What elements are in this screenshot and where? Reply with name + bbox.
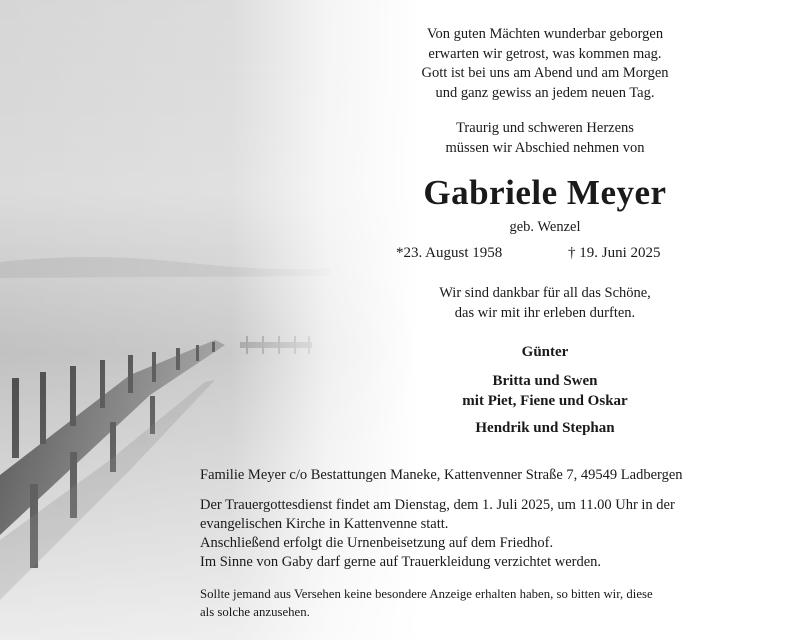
poem-line: Von guten Mächten wunderbar geborgen bbox=[426, 26, 664, 42]
mourner-spouse: Günter bbox=[521, 344, 569, 360]
disclaimer-line: als solche anzusehen. bbox=[200, 605, 310, 619]
service-line: Im Sinne von Gaby darf gerne auf Trauerkleidung verzichtet werden. bbox=[200, 554, 602, 570]
contact-address: Familie Meyer c/o Bestattungen Maneke, Kattenvenner Straße 7, 49549 Ladbergen bbox=[200, 467, 683, 483]
poem-line: Gott ist bei uns am Abend und am Morgen bbox=[421, 65, 669, 81]
service-line: Anschließend erfolgt die Urnenbeisetzung auf dem Friedhof. bbox=[200, 535, 554, 551]
mourner-family: Hendrik und Stephan bbox=[475, 420, 615, 436]
birth-date: *23. August 1958 bbox=[396, 245, 503, 261]
mourner-grandchildren: mit Piet, Fiene und Oskar bbox=[462, 393, 628, 409]
deceased-name: Gabriele Meyer bbox=[423, 173, 667, 212]
gratitude-text bbox=[375, 284, 715, 323]
gratitude-line: Wir sind dankbar für all das Schöne, bbox=[439, 285, 651, 301]
service-info bbox=[200, 496, 790, 572]
death-date: † 19. Juni 2025 bbox=[568, 245, 661, 261]
mourner-family: Britta und Swen bbox=[492, 373, 598, 389]
poem-line: erwarten wir getrost, was kommen mag. bbox=[428, 45, 662, 62]
service-line: evangelischen Kirche in Kattenvenne statt. bbox=[200, 516, 449, 532]
disclaimer-line: Sollte jemand aus Versehen keine besondere Anzeige erhalten haben, so bitten wir, diese bbox=[200, 587, 653, 601]
intro-line: müssen wir Abschied nehmen von bbox=[445, 139, 645, 156]
poem bbox=[375, 25, 715, 103]
mourning-intro bbox=[375, 119, 715, 158]
birth-name: geb. Wenzel bbox=[509, 219, 581, 235]
intro-line: Traurig und schweren Herzens bbox=[456, 120, 634, 136]
poem-line: und ganz gewiss an jedem neuen Tag. bbox=[435, 84, 655, 101]
service-line: Der Trauergottesdienst findet am Dienstag, dem 1. Juli 2025, um 11.00 Uhr in der bbox=[200, 497, 675, 513]
gratitude-line: das wir mit ihr erleben durften. bbox=[454, 304, 636, 321]
mourners-list bbox=[375, 342, 715, 438]
notice-disclaimer bbox=[200, 585, 790, 621]
